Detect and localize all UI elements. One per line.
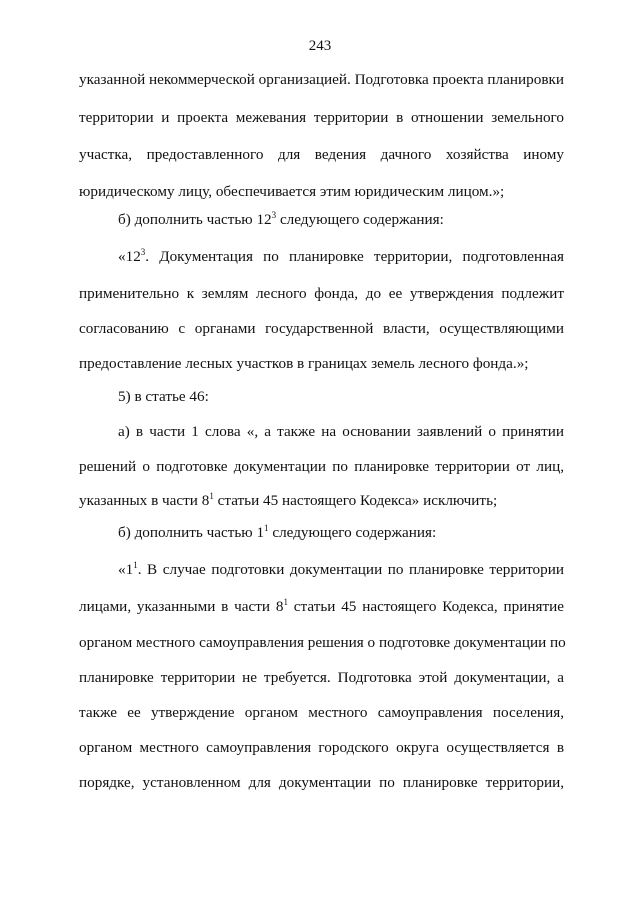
text-line-13-part-a: указанных в части 8: [79, 492, 210, 509]
text-line-13: [79, 490, 564, 512]
superscript: 3: [271, 210, 277, 220]
text-line-5-part-b: следующего содержания:: [276, 211, 444, 228]
text-line-13-part-b: статьи 45 настоящего Кодекса» исключить;: [213, 492, 498, 509]
text-line-14-part-b: следующего содержания:: [268, 524, 437, 541]
text-line-2: территории и проекта межевания территории в отношении земельного: [79, 109, 564, 126]
text-line-5: [118, 209, 564, 231]
text-line-7: применительно к землям лесного фонда, до ее утверждения подлежит: [79, 285, 564, 302]
text-line-15-part-a: «1: [118, 561, 134, 578]
text-line-10: 5) в статье 46:: [118, 388, 209, 405]
text-line-14: [118, 522, 564, 544]
text-line-15-part-b: . В случае подготовки документации по планировке территории: [137, 561, 564, 578]
text-line-11: а) в части 1 слова «, а также на основании заявлений о принятии: [118, 423, 564, 440]
text-line-9: предоставление лесных участков в границах земель лесного фонда.»;: [79, 355, 529, 372]
text-line-14-part-a: б) дополнить частью 1: [118, 524, 265, 541]
superscript: 1: [209, 491, 214, 501]
text-line-15: [118, 559, 564, 581]
text-line-16-part-a: лицами, указанными в части 8: [79, 598, 284, 615]
text-line-12: решений о подготовке документации по планировке территории от лиц,: [79, 458, 564, 475]
text-line-8: согласованию с органами государственной власти, осуществляющими: [79, 320, 564, 337]
text-line-3: участка, предоставленного для ведения дачного хозяйства иному: [79, 146, 564, 163]
text-line-6-part-a: «12: [118, 248, 141, 265]
text-line-19: также ее утверждение органом местного самоуправления поселения,: [79, 704, 564, 721]
text-line-6: [118, 246, 564, 268]
superscript: 1: [283, 597, 288, 607]
text-line-21: порядке, установленном для документации по планировке территории,: [79, 774, 564, 791]
superscript: 1: [264, 523, 269, 533]
text-line-18: планировке территории не требуется. Подготовка этой документации, а: [79, 669, 564, 686]
text-line-5-part-a: б) дополнить частью 12: [118, 211, 272, 228]
text-line-20: органом местного самоуправления городского округа осуществляется в: [79, 739, 564, 756]
text-line-1: указанной некоммерческой организацией. Подготовка проекта планировки: [79, 71, 564, 88]
page-number: 243: [308, 38, 332, 54]
text-line-17: органом местного самоуправления решения о подготовке документации по: [79, 634, 566, 651]
text-line-16-part-b: статьи 45 настоящего Кодекса, принятие: [287, 598, 565, 615]
superscript: 3: [140, 247, 146, 257]
text-line-4: юридическому лицу, обеспечивается этим юридическим лицом.»;: [79, 183, 505, 200]
superscript: 1: [133, 560, 138, 570]
text-line-16: [79, 596, 564, 618]
text-line-6-part-b: . Документация по планировке территории, подготовленная: [145, 248, 564, 265]
